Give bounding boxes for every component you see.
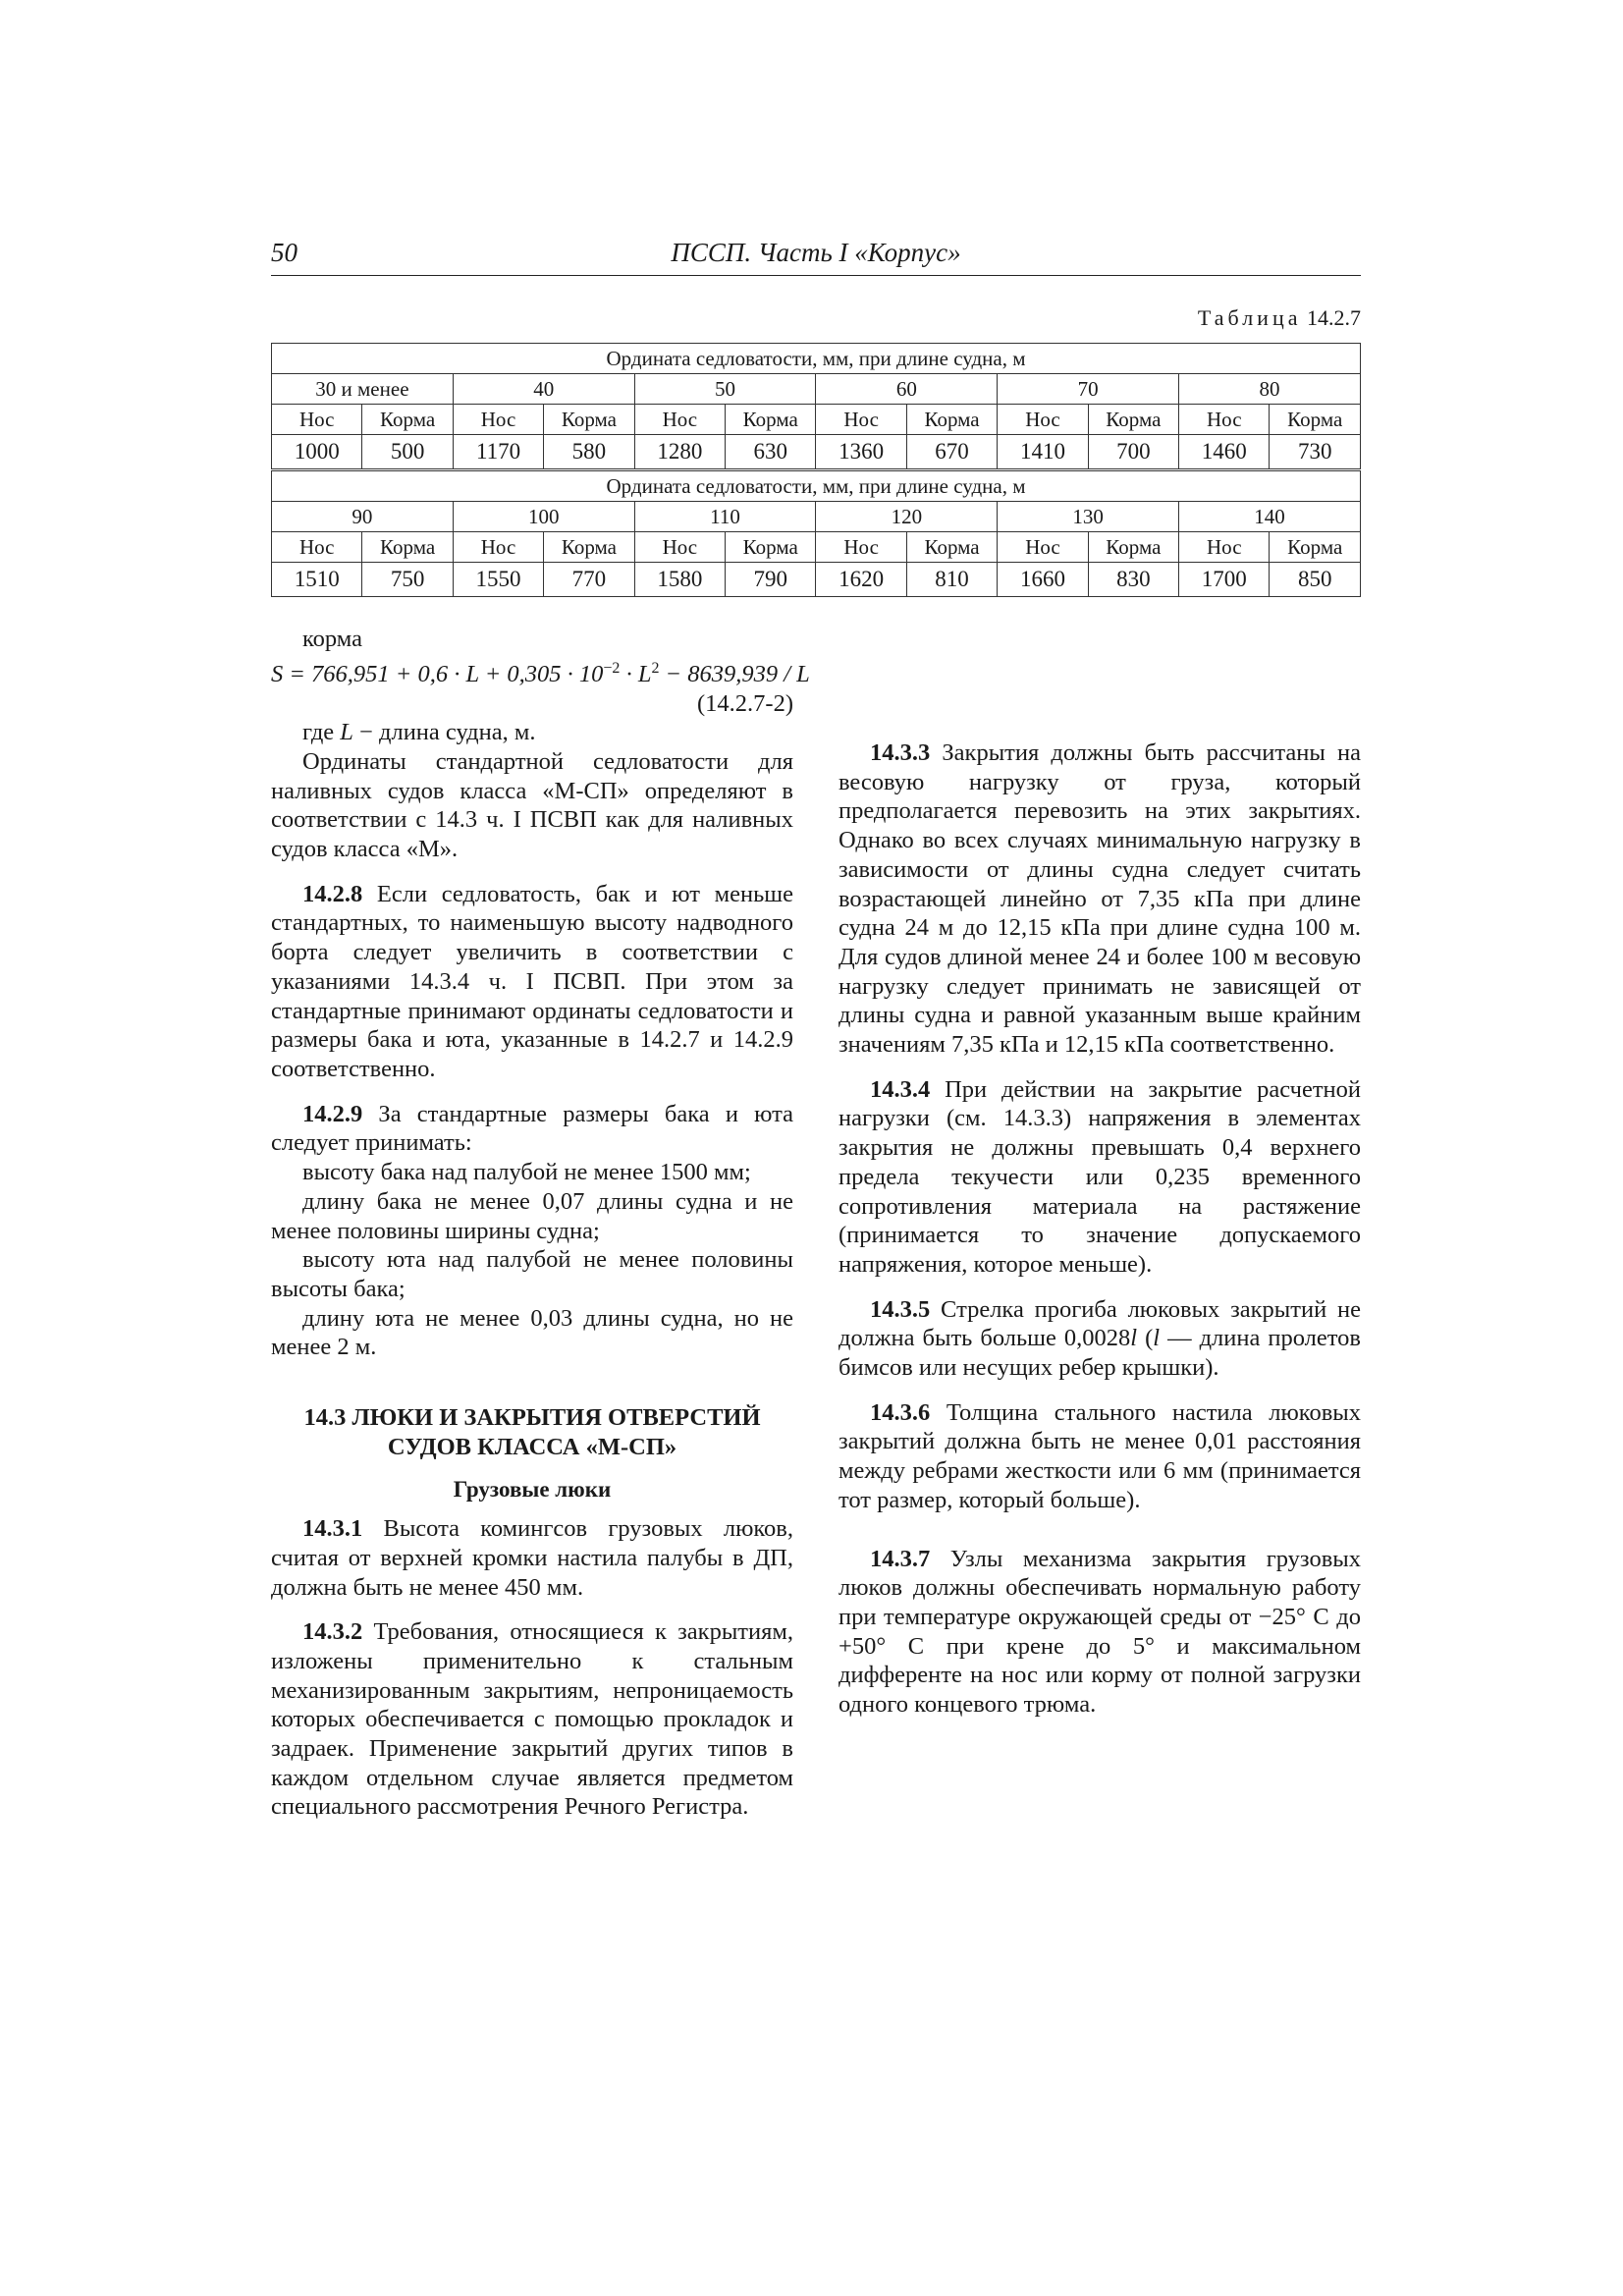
length-cell: 110 [634, 502, 816, 532]
korma-header: Корма [1088, 405, 1178, 435]
value-cell: 1460 [1179, 435, 1270, 470]
value-cell: 1280 [634, 435, 725, 470]
clause-number: 14.3.4 [870, 1075, 931, 1103]
korma-header: Корма [1270, 405, 1361, 435]
clause-text: Если седловатость, бак и ют меньше стандартных, то наименьшую высоту надводного борта следует увеличить в соответствии с указаниями 14.3.4 ч. I ПСВП. При этом за стандартные принимают ординаты седловатости и размеры бака и юта, указанные в 14.2.7 и 14.2.9 соответственно. [271, 880, 793, 1082]
clause-text: За стандартные размеры бака и юта следует принимать: [271, 1100, 793, 1157]
symbol: L [340, 719, 353, 746]
length-cell: 120 [816, 502, 998, 532]
value-cell: 730 [1270, 435, 1361, 470]
korma-header: Корма [906, 532, 997, 563]
value-cell: 810 [906, 563, 997, 597]
value-cell: 580 [544, 435, 634, 470]
value-cell: 1510 [272, 563, 362, 597]
clause-number: 14.2.9 [302, 1100, 363, 1127]
length-cell: 80 [1179, 374, 1361, 405]
nos-header: Нос [634, 532, 725, 563]
clause-text: При действии на закрытие расчетной нагрузки (см. 14.3.3) напряжения в элементах закрытия не должны превышать 0,4 верхнего предела текучести или 0,235 временного сопротивления материала на растяжение (принимается то значение допускаемого напряжения, которое меньше). [839, 1075, 1361, 1278]
clause-number: 14.3.1 [302, 1515, 363, 1543]
korma-header: Корма [726, 405, 816, 435]
korma-header: Корма [1088, 532, 1178, 563]
clause-number: 14.3.3 [870, 739, 931, 766]
value-cell: 670 [906, 435, 997, 470]
nos-header: Нос [1179, 405, 1270, 435]
paragraph-14-3-7 [839, 1545, 1361, 1720]
value-cell: 630 [726, 435, 816, 470]
nos-header: Нос [816, 405, 906, 435]
left-column [271, 625, 810, 1822]
value-cell: 700 [1088, 435, 1178, 470]
paragraph-14-3-5 [839, 1295, 1361, 1383]
paragraph: Ординаты стандартной седловатости для наливных судов класса «М-СП» определяют в соответствии с 14.3 ч. I ПСВП как для наливных судов класса «М». [271, 747, 793, 863]
value-cell: 1360 [816, 435, 906, 470]
korma-header: Корма [1270, 532, 1361, 563]
formula-number: (14.2.7-2) [697, 689, 793, 717]
clause-text: Закрытия должны быть рассчитаны на весовую нагрузку от груза, который предполагается перевозить на этих закрытиях. Однако во всех случаях минимальную нагрузку в зависимости от длины судна следует считать возрастающей линейно от 7,35 кПа при длине судна 24 м до 12,15 кПа при длине судна 100 м. Для судов длиной менее 24 и более 100 м весовую нагрузку следует принимать не зависящей от длины судна и равной указанным выше крайним значениям 7,35 кПа и 12,15 кПа соответственно. [839, 739, 1361, 1059]
formula-exponent: −2 [603, 659, 621, 677]
list-item: длину юта не менее 0,03 длины судна, но не менее 2 м. [271, 1304, 793, 1361]
clause-number: 14.3.7 [870, 1545, 931, 1572]
value-cell: 830 [1088, 563, 1178, 597]
value-cell: 1550 [453, 563, 543, 597]
subsection-title: Грузовые люки [453, 1477, 612, 1503]
paragraph-14-3-1 [271, 1514, 793, 1602]
value-cell: 1000 [272, 435, 362, 470]
list-item: длину бака не менее 0,07 длины судна и не менее половины ширины судна; [271, 1187, 793, 1244]
length-cell: 90 [272, 502, 454, 532]
korma-header: Корма [362, 405, 453, 435]
clause-number: 14.3.2 [302, 1618, 363, 1646]
paragraph-14-3-3 [839, 738, 1361, 1060]
clause-text: — длина пролетов бимсов или несущих ребер крышки). [839, 1325, 1361, 1382]
value-cell: 1620 [816, 563, 906, 597]
clause-number: 14.3.5 [870, 1295, 931, 1323]
sheer-ordinates-table [271, 343, 1361, 597]
page-number: 50 [271, 238, 298, 267]
clause-text: Требования, относящиеся к закрытиям, изложены применительно к стальным механизированным закрытиям, непроницаемость которых обеспечивается с помощью прокладок и задраек. Применение закрытий других типов в каждом отдельном случае является предметом специального рассмотрения Речного Регистра. [271, 1618, 793, 1821]
length-cell: 50 [634, 374, 816, 405]
clause-text: Толщина стального настила люковых закрытий должна быть не менее 0,01 расстояния между ребрами жесткости или 6 мм (принимается тот размер, который больше). [839, 1398, 1361, 1513]
paragraph-14-2-8 [271, 880, 793, 1084]
formula-part: S = 766,951 + 0,6 · L + 0,305 · 10 [271, 660, 604, 687]
nos-header: Нос [272, 405, 362, 435]
formula-part: · L [620, 660, 652, 687]
table-header: Ордината седловатости, мм, при длине судна, м [272, 470, 1361, 502]
clause-number: 14.2.8 [302, 880, 363, 907]
nos-header: Нос [272, 532, 362, 563]
section-title: 14.3 ЛЮКИ И ЗАКРЫТИЯ ОТВЕРСТИЙ СУДОВ КЛАССА «М-СП» [303, 1404, 761, 1460]
value-cell: 790 [726, 563, 816, 597]
right-column [839, 738, 1361, 1720]
formula [271, 654, 810, 689]
value-cell: 850 [1270, 563, 1361, 597]
length-cell: 70 [998, 374, 1179, 405]
paragraph-14-3-4 [839, 1075, 1361, 1280]
length-cell: 140 [1179, 502, 1361, 532]
nos-header: Нос [634, 405, 725, 435]
value-cell: 770 [544, 563, 634, 597]
korma-header: Корма [726, 532, 816, 563]
value-cell: 1170 [453, 435, 543, 470]
clause-number: 14.3.6 [870, 1398, 931, 1426]
formula-exponent: 2 [651, 659, 660, 677]
page-header [271, 236, 1361, 276]
table-caption [1080, 305, 1361, 331]
korma-header: Корма [544, 405, 634, 435]
korma-header: Корма [906, 405, 997, 435]
table-header: Ордината седловатости, мм, при длине судна, м [272, 344, 1361, 374]
value-cell: 1660 [998, 563, 1088, 597]
nos-header: Нос [453, 532, 543, 563]
length-cell: 30 и менее [272, 374, 454, 405]
nos-header: Нос [816, 532, 906, 563]
paragraph-14-3-2 [271, 1617, 793, 1822]
table-caption-number: 14.2.7 [1307, 305, 1361, 330]
clause-text: Узлы механизма закрытия грузовых люков должны обеспечивать нормальную работу при температуре окружающей среды от −25° С до +50° С при крене до 5° и максимальном дифференте на нос или корму от полной загрузки одного концевого трюма. [839, 1545, 1361, 1719]
clause-text: Стрелка прогиба люковых закрытий не должна быть больше 0,0028 [839, 1295, 1361, 1352]
length-cell: 100 [453, 502, 634, 532]
length-cell: 40 [453, 374, 634, 405]
korma-header: Корма [362, 532, 453, 563]
value-cell: 1410 [998, 435, 1088, 470]
value-cell: 1580 [634, 563, 725, 597]
paragraph-14-3-6 [839, 1398, 1361, 1515]
paragraph-14-2-9 [271, 1100, 793, 1158]
nos-header: Нос [998, 532, 1088, 563]
list-item: высоту юта над палубой не менее половины высоты бака; [271, 1246, 793, 1302]
text: где [302, 719, 341, 746]
text: − длина судна, м. [352, 719, 536, 746]
length-cell: 60 [816, 374, 998, 405]
length-cell: 130 [998, 502, 1179, 532]
clause-text: Высота комингсов грузовых люков, считая от верхней кромки настила палубы в ДП, должна быть не менее 450 мм. [271, 1515, 793, 1601]
where-text [271, 718, 793, 747]
korma-header: Корма [544, 532, 634, 563]
clause-text: ( [1137, 1325, 1154, 1352]
korma-label: корма [302, 626, 362, 652]
symbol: l [1130, 1325, 1138, 1352]
list-item: высоту бака над палубой не менее 1500 мм; [302, 1159, 751, 1186]
table-caption-word: Таблица [1197, 305, 1302, 330]
nos-header: Нос [1179, 532, 1270, 563]
formula-part: − 8639,939 / L [659, 660, 810, 687]
nos-header: Нос [998, 405, 1088, 435]
symbol: l [1153, 1325, 1161, 1352]
value-cell: 750 [362, 563, 453, 597]
value-cell: 1700 [1179, 563, 1270, 597]
nos-header: Нос [453, 405, 543, 435]
value-cell: 500 [362, 435, 453, 470]
running-title: ПССП. Часть I «Корпус» [671, 238, 961, 267]
